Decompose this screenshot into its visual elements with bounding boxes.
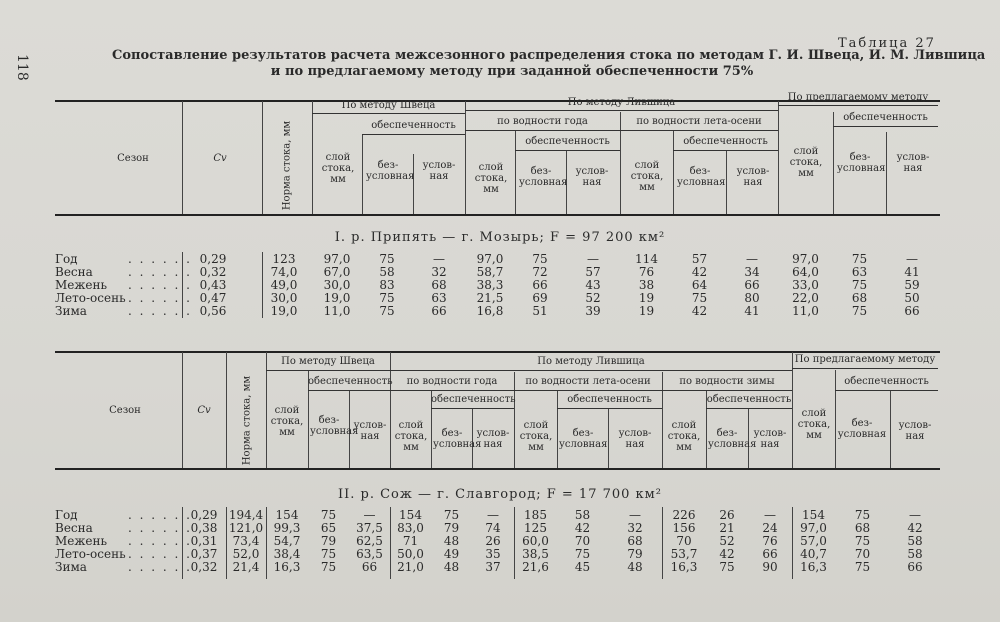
value-cell: 76 [638,265,655,279]
rule [390,370,792,371]
value-cell: 114 [635,252,658,266]
cv-cell: 0,32 [199,265,227,279]
col-divider [620,112,621,214]
value-cell: — [363,508,376,522]
header-layer: слой стока, мм [667,420,701,453]
value-cell: 48 [627,560,643,574]
header-usl: услов- ная [736,166,770,188]
value-cell: 74 [485,521,501,535]
col-divider [792,352,793,468]
header-season: Сезон [109,405,141,416]
header-usl: услов- ная [422,160,456,182]
value-cell: — [906,252,918,266]
value-cell: 99,3 [273,521,301,535]
season-cell: Год [55,508,78,522]
norm-cell: 49,0 [270,278,298,292]
value-cell: 75 [719,560,735,574]
value-cell: 63 [431,291,447,305]
value-cell: 32 [431,265,447,279]
value-cell: 21,0 [397,560,424,574]
value-cell: 59 [904,278,920,292]
value-cell: 75 [443,508,460,522]
value-cell: 37,5 [356,521,383,535]
rule [792,368,938,369]
value-cell: 16,3 [670,560,698,574]
rule [778,105,938,106]
value-cell: — [587,252,599,266]
value-cell: 43 [585,278,601,292]
value-cell: 90 [762,560,778,574]
leader-dots: . . . . . . [128,560,192,574]
header-by-year: по водности года [497,116,588,127]
value-cell: 75 [851,252,868,266]
value-cell: 72 [532,265,548,279]
header-usl: услов- ная [898,420,932,442]
season-cell: Лето-осень [55,547,126,561]
value-cell: 58 [907,534,923,548]
value-cell: 42 [691,265,708,279]
header-usl: услов- ная [896,152,930,174]
value-cell: 67,0 [323,265,351,279]
rule [557,408,662,409]
value-cell: 51 [532,304,548,318]
norm-cell: 30,0 [270,291,298,305]
value-cell: 41 [904,265,920,279]
section-1-heading: I. р. Припять — г. Мозырь; F = 97 200 км² [334,230,666,245]
season-cell: Весна [55,521,93,535]
value-cell: 52 [719,534,735,548]
header-proposed: По предлагаемому методу [787,92,929,103]
value-cell: 58 [574,508,591,522]
value-cell: 154 [802,508,825,522]
col-divider [182,101,183,214]
rule [362,134,465,135]
value-cell: 57 [691,252,708,266]
leader-dots: . . . . . . [128,252,192,266]
cv-cell: 0,37 [190,547,218,561]
value-cell: 66 [431,304,447,318]
col-divider [362,134,363,214]
value-cell: 21 [719,521,735,535]
value-cell: 63,5 [356,547,383,561]
value-cell: 48 [443,560,460,574]
title-line-1: Сопоставление результатов расчета межсезонного распределения стока по методам Г. И. Швеца, И. М. Лившица [112,48,986,63]
value-cell: 75 [691,291,708,305]
header-usl: услов- ная [476,428,510,450]
col-divider [226,352,227,468]
value-cell: 48 [443,534,460,548]
header-bez: без- условная [433,428,482,450]
leader-dots: . . . . . . [128,291,192,305]
rule [673,150,778,151]
header-obesp: обеспеченность [844,376,929,387]
value-cell: 26 [719,508,735,522]
header-livshits: По методу Лившица [567,97,676,108]
value-cell: 154 [275,508,299,522]
cv-cell: 0,43 [199,278,227,292]
value-cell: 11,0 [792,304,819,318]
value-cell: 54,7 [273,534,301,548]
col-divider [312,101,313,214]
value-cell: 79 [320,534,337,548]
col-divider [726,150,727,214]
header-layer: слой стока, мм [797,408,831,441]
header-bez: без- условная [677,166,726,188]
rule [515,150,620,151]
col-divider [886,132,887,214]
value-cell: 76 [762,534,778,548]
value-cell: 65 [320,521,337,535]
header-layer: слой стока, мм [394,420,428,453]
value-cell: 19 [638,291,655,305]
header-obesp: обеспеченность [567,394,652,405]
value-cell: 75 [851,304,868,318]
value-cell: 75 [320,560,337,574]
value-cell: 75 [379,304,395,318]
header-bez: без- условная [837,152,886,174]
header-obesp: обеспеченность [706,394,792,405]
value-cell: 50,0 [397,547,424,561]
col-divider [413,154,414,214]
rule [706,408,792,409]
value-cell: 42 [574,521,591,535]
header-usl: услов- ная [753,428,787,450]
cv-cell: 0,31 [190,534,218,548]
value-cell: 68 [431,278,447,292]
value-cell: 68 [851,291,868,305]
section-2-heading: II. р. Сож — г. Славгород; F = 17 700 км² [337,487,663,502]
cv-cell: 0,29 [199,252,227,266]
value-cell: 70 [854,547,871,561]
value-cell: 22,0 [792,291,819,305]
col-divider [608,408,609,468]
header-obesp: обеспеченность [308,376,393,387]
header-usl: услов- ная [353,420,387,442]
norm-cell: 52,0 [232,547,260,561]
header-bez: без- условная [559,428,608,450]
value-cell: 66 [361,560,378,574]
header-layer: слой стока, мм [519,420,553,453]
header-usl: услов- ная [618,428,652,450]
rule [390,390,792,391]
value-cell: 16,8 [476,304,504,318]
value-cell: 37 [485,560,501,574]
value-cell: 75 [320,508,337,522]
col-divider [890,390,891,468]
value-cell: 58,7 [476,265,504,279]
table-title [112,48,986,80]
header-bez: без- условная [837,418,887,440]
leader-dots: . . . . . . [128,508,192,522]
value-cell: 75 [320,547,337,561]
value-cell: 154 [399,508,422,522]
rule [55,468,940,470]
leader-dots: . . . . . . [128,547,192,561]
header-obesp: обеспеченность [843,112,928,123]
header-obesp: обеспеченность [371,120,456,131]
header-season: Сезон [117,153,149,164]
rule [312,113,465,114]
rule [266,370,390,371]
rule [55,214,940,216]
value-cell: 97,0 [323,252,351,266]
value-cell: 50 [904,291,920,305]
norm-cell: 19,0 [270,304,298,318]
value-cell: 70 [574,534,591,548]
value-cell: 97,0 [476,252,504,266]
value-cell: — [746,252,758,266]
col-divider [778,101,779,214]
value-cell: — [909,508,921,522]
header-bez: без- условная [519,166,568,188]
value-cell: 75 [379,252,395,266]
cv-cell: 0,56 [199,304,227,318]
value-cell: 39 [585,304,601,318]
value-cell: 83 [379,278,395,292]
value-cell: 38,3 [476,278,504,292]
value-cell: 75 [574,547,591,561]
value-cell: 66 [904,304,920,318]
value-cell: 58 [907,547,923,561]
header-bez: без- условная [366,160,415,182]
header-by-summer: по водности лета-осени [525,376,651,387]
header-obesp: обеспеченность [683,136,768,147]
rule [835,390,938,391]
cv-cell: 0,32 [190,560,218,574]
rule [308,390,390,391]
value-cell: 156 [672,521,696,535]
leader-dots: . . . . . . [128,304,192,318]
value-cell: 33,0 [792,278,819,292]
value-cell: 226 [672,508,696,522]
value-cell: 66 [762,547,778,561]
header-obesp: обеспеченность [431,394,516,405]
value-cell: 63 [851,265,868,279]
season-cell: Зима [55,304,87,318]
season-cell: Зима [55,560,87,574]
value-cell: 26 [485,534,501,548]
value-cell: 53,7 [670,547,698,561]
value-cell: 185 [524,508,547,522]
value-cell: 80 [744,291,760,305]
norm-cell: 73,4 [232,534,260,548]
value-cell: 42 [691,304,708,318]
header-layer: слой стока, мм [321,152,355,185]
leader-dots: . . . . . . [128,534,192,548]
value-cell: 75 [854,508,871,522]
col-divider [262,101,263,214]
header-obesp: обеспеченность [525,136,610,147]
header-cv: Cv [197,405,211,416]
header-layer: слой стока, мм [630,160,664,193]
season-cell: Весна [55,265,93,279]
header-layer: слой стока, мм [789,146,823,179]
header-livshits: По методу Лившица [537,356,645,367]
value-cell: 79 [627,547,643,561]
value-cell: 11,0 [323,304,351,318]
value-cell: 38 [638,278,655,292]
season-cell: Год [55,252,78,266]
norm-cell: 121,0 [228,521,264,535]
value-cell: 30,0 [323,278,351,292]
value-cell: 70 [676,534,692,548]
value-cell: 62,5 [356,534,383,548]
value-cell: 97,0 [800,521,827,535]
value-cell: 75 [854,560,871,574]
value-cell: 40,7 [800,547,827,561]
value-cell: 45 [574,560,591,574]
cv-cell: 0,29 [190,508,218,522]
value-cell: 41 [744,304,760,318]
season-cell: Межень [55,278,108,292]
header-layer: слой стока, мм [270,405,304,438]
header-bez: без- условная [708,428,757,450]
cv-cell: 0,38 [190,521,218,535]
header-norm: Норма стока, мм [241,375,253,466]
value-cell: 66 [907,560,923,574]
cv-cell: 0,47 [199,291,227,305]
value-cell: 49 [443,547,460,561]
value-cell: 57,0 [800,534,827,548]
value-cell: 75 [532,252,548,266]
value-cell: 21,6 [522,560,549,574]
value-cell: — [433,252,445,266]
value-cell: 34 [744,265,760,279]
value-cell: — [629,508,641,522]
value-cell: 57 [585,265,601,279]
value-cell: 42 [719,547,735,561]
value-cell: 21,5 [476,291,504,305]
norm-cell: 74,0 [270,265,298,279]
leader-dots: . . . . . . [128,278,192,292]
value-cell: 69 [532,291,548,305]
page-number: 118 [14,54,30,81]
header-usl: услов- ная [575,166,609,188]
value-cell: 58 [379,265,395,279]
value-cell: 32 [627,521,643,535]
value-cell: 66 [532,278,548,292]
rule [465,110,778,111]
value-cell: 60,0 [522,534,549,548]
col-divider [748,408,749,468]
value-cell: 38,5 [522,547,549,561]
value-cell: 16,3 [800,560,827,574]
rule [465,130,778,131]
value-cell: 19,0 [323,291,351,305]
value-cell: 35 [485,547,501,561]
header-shvets: По методу Швеца [341,100,436,111]
value-cell: 38,4 [273,547,301,561]
value-cell: 24 [762,521,778,535]
value-cell: — [764,508,776,522]
value-cell: 68 [627,534,643,548]
header-proposed: По предлагаемому методу [794,354,936,365]
value-cell: 75 [854,534,871,548]
value-cell: 79 [443,521,460,535]
value-cell: 68 [854,521,871,535]
norm-cell: 21,4 [232,560,260,574]
value-cell: 16,3 [273,560,301,574]
rule [833,126,938,127]
value-cell: 19 [638,304,655,318]
title-line-2: и по предлагаемому методу при заданной обеспеченности 75% [270,64,754,79]
value-cell: — [487,508,499,522]
value-cell: 42 [907,521,923,535]
header-bez: без- условная [310,415,359,437]
leader-dots: . . . . . . [128,265,192,279]
value-cell: 75 [379,291,395,305]
header-by-summer: по водности лета-осени [636,116,762,127]
value-cell: 125 [524,521,547,535]
header-by-year: по водности года [406,376,498,387]
value-cell: 71 [402,534,419,548]
norm-cell: 194,4 [228,508,264,522]
col-divider [182,352,183,468]
rule [431,408,514,409]
table-number: Таблица 27 [838,36,936,51]
value-cell: 64 [691,278,708,292]
col-divider [833,112,834,214]
header-shvets: По методу Швеца [281,356,375,367]
season-cell: Лето-осень [55,291,126,305]
norm-cell: 123 [272,252,296,266]
value-cell: 52 [585,291,601,305]
header-norm: Норма стока, мм [281,120,293,211]
season-cell: Межень [55,534,108,548]
value-cell: 75 [851,278,868,292]
value-cell: 64,0 [792,265,819,279]
header-by-winter: по водности зимы [679,376,775,387]
header-layer: слой стока, мм [474,162,508,195]
rule [55,351,940,353]
leader-dots: . . . . . . [128,521,192,535]
value-cell: 97,0 [792,252,819,266]
value-cell: 66 [744,278,760,292]
col-divider [472,408,473,468]
value-cell: 83,0 [397,521,424,535]
header-cv: Cv [213,153,227,164]
